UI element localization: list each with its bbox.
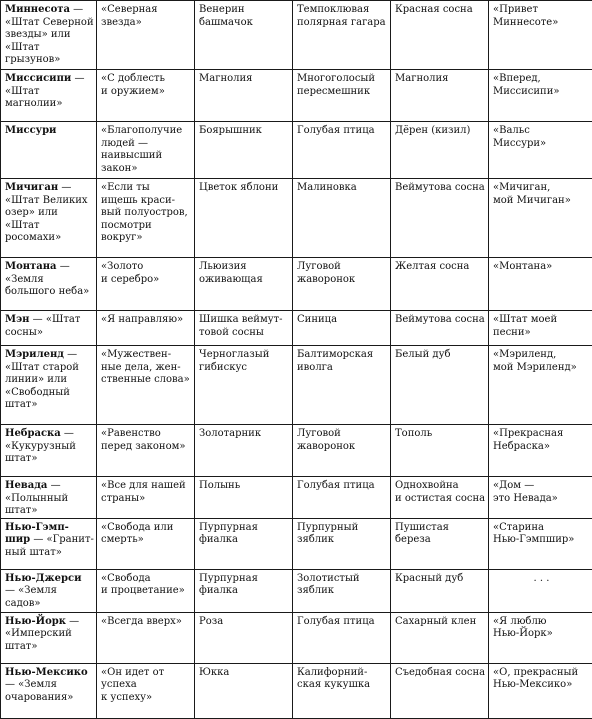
flower-cell: Венерин башмачок <box>195 1 293 70</box>
state-name: Нью-Мексико <box>5 667 88 678</box>
table-row <box>1 518 592 569</box>
flower-cell: Пурпурная фиалка <box>195 518 293 569</box>
song-cell: «Монтана» <box>489 258 592 311</box>
song-cell: «Прекрасная Небраска» <box>489 425 592 477</box>
motto-cell: «Мужествен- ные дела, жен- ственные слова» <box>97 346 195 425</box>
table-row <box>1 179 592 258</box>
tree-cell: Съедобная сосна <box>391 663 489 718</box>
bird-cell: Луговой жаворонок <box>293 258 391 311</box>
tree-cell: Пушистая береза <box>391 518 489 569</box>
state-nickname: — «Штат сосны» <box>5 314 80 338</box>
tree-cell: Красная сосна <box>391 1 489 70</box>
tree-cell: Однохвойна и остистая сосна <box>391 477 489 519</box>
song-cell: «Мэриленд, мой Мэриленд» <box>489 346 592 425</box>
song-cell: «О, прекрасный Нью-Мексико» <box>489 663 592 718</box>
motto-cell: «Золото и серебро» <box>97 258 195 311</box>
tree-cell: Сахарный клен <box>391 612 489 663</box>
flower-cell: Роза <box>195 612 293 663</box>
bird-cell: Голубая птица <box>293 477 391 519</box>
state-name: Нью-Гэмп- шир <box>5 522 69 546</box>
tree-cell: Тополь <box>391 425 489 477</box>
song-cell: «Штат моей песни» <box>489 311 592 346</box>
bird-cell: Голубая птица <box>293 122 391 179</box>
tree-cell: Красный дуб <box>391 569 489 612</box>
state-nickname: — «Кукурузный штат» <box>5 428 76 464</box>
motto-cell: «Северная звезда» <box>97 1 195 70</box>
flower-cell: Цветок яблони <box>195 179 293 258</box>
motto-cell: «Свобода и процветание» <box>97 569 195 612</box>
state-nickname: — «Штат Северной звезды» или «Штат грызунов» <box>5 4 94 65</box>
table-row <box>1 70 592 122</box>
state-nickname: — «Земля большого неба» <box>5 261 89 297</box>
motto-cell: «Он идет от успеха к успеху» <box>97 663 195 718</box>
bird-cell: Многоголосый пересмешник <box>293 70 391 122</box>
motto-cell: «Я направляю» <box>97 311 195 346</box>
table-row <box>1 612 592 663</box>
song-cell: «Дом — это Невада» <box>489 477 592 519</box>
state-name: Монтана <box>5 261 57 272</box>
state-name: Мичиган <box>5 182 58 193</box>
state-nickname: — «Штат магнолии» <box>5 73 85 109</box>
bird-cell: Балтиморская иволга <box>293 346 391 425</box>
flower-cell: Пурпурная фиалка <box>195 569 293 612</box>
flower-cell: Льюизия оживающая <box>195 258 293 311</box>
tree-cell: Белый дуб <box>391 346 489 425</box>
state-nickname: — «Имперский штат» <box>5 616 79 652</box>
motto-cell: «С доблесть и оружием» <box>97 70 195 122</box>
state-nickname: — «Земля очарования» <box>5 679 73 703</box>
table-row <box>1 477 592 519</box>
table-row <box>1 346 592 425</box>
bird-cell: Голубая птица <box>293 612 391 663</box>
state-name: Миссури <box>5 125 56 136</box>
state-nickname: — «Земля садов» <box>5 585 57 609</box>
bird-cell: Луговой жаворонок <box>293 425 391 477</box>
state-cell <box>1 346 97 425</box>
table-row <box>1 425 592 477</box>
state-name: Мэриленд <box>5 349 64 360</box>
flower-cell: Шишка веймут- товой сосны <box>195 311 293 346</box>
table-row <box>1 258 592 311</box>
song-cell: «Я люблю Нью-Йорк» <box>489 612 592 663</box>
bird-cell: Синица <box>293 311 391 346</box>
state-name: Миссисипи <box>5 73 71 84</box>
state-cell <box>1 258 97 311</box>
table-row <box>1 663 592 718</box>
state-cell <box>1 518 97 569</box>
flower-cell: Черноглазый гибискус <box>195 346 293 425</box>
state-nickname: — «Штат Великих озер» или «Штат росомахи» <box>5 182 88 243</box>
state-cell <box>1 663 97 718</box>
flower-cell: Золотарник <box>195 425 293 477</box>
bird-cell: Пурпурный зяблик <box>293 518 391 569</box>
flower-cell: Магнолия <box>195 70 293 122</box>
table-row <box>1 311 592 346</box>
state-cell <box>1 311 97 346</box>
flower-cell: Боярышник <box>195 122 293 179</box>
state-nickname: — «Штат старой линии» или «Свободный штат» <box>5 349 79 410</box>
state-name: Нью-Йорк <box>5 616 66 627</box>
table-row <box>1 122 592 179</box>
tree-cell: Дёрен (кизил) <box>391 122 489 179</box>
bird-cell: Калифорний- ская кукушка <box>293 663 391 718</box>
flower-cell: Полынь <box>195 477 293 519</box>
state-cell <box>1 425 97 477</box>
table-row <box>1 569 592 612</box>
state-cell <box>1 612 97 663</box>
flower-cell: Юкка <box>195 663 293 718</box>
state-cell <box>1 179 97 258</box>
motto-cell: «Равенство перед законом» <box>97 425 195 477</box>
bird-cell: Золотистый зяблик <box>293 569 391 612</box>
table-body <box>1 1 592 719</box>
tree-cell: Желтая сосна <box>391 258 489 311</box>
song-cell: . . . <box>489 569 592 612</box>
state-nickname: — «Гранит-ный штат» <box>5 534 94 558</box>
bird-cell: Темпоклювая полярная гагара <box>293 1 391 70</box>
song-cell: «Старина Нью-Гэмпшир» <box>489 518 592 569</box>
state-cell <box>1 70 97 122</box>
state-cell <box>1 1 97 70</box>
state-name: Небраска <box>5 428 61 439</box>
motto-cell: «Если ты ищешь краси- вый полуостров, посмотри вокруг» <box>97 179 195 258</box>
motto-cell: «Свобода или смерть» <box>97 518 195 569</box>
bird-cell: Малиновка <box>293 179 391 258</box>
state-name: Мэн <box>5 314 29 325</box>
song-cell: «Вперед, Миссисипи» <box>489 70 592 122</box>
motto-cell: «Всегда вверх» <box>97 612 195 663</box>
table-row <box>1 1 592 70</box>
motto-cell: «Благополучие людей — наивысший закон» <box>97 122 195 179</box>
song-cell: «Мичиган, мой Мичиган» <box>489 179 592 258</box>
state-name: Нью-Джерси <box>5 573 82 584</box>
state-name: Миннесота <box>5 4 70 15</box>
state-cell <box>1 122 97 179</box>
state-nickname: — «Полынный штат» <box>5 480 68 516</box>
song-cell: «Привет Миннесоте» <box>489 1 592 70</box>
tree-cell: Магнолия <box>391 70 489 122</box>
state-cell <box>1 477 97 519</box>
tree-cell: Веймутова сосна <box>391 311 489 346</box>
state-cell <box>1 569 97 612</box>
state-name: Невада <box>5 480 47 491</box>
motto-cell: «Все для нашей страны» <box>97 477 195 519</box>
song-cell: «Вальс Миссури» <box>489 122 592 179</box>
tree-cell: Веймутова сосна <box>391 179 489 258</box>
